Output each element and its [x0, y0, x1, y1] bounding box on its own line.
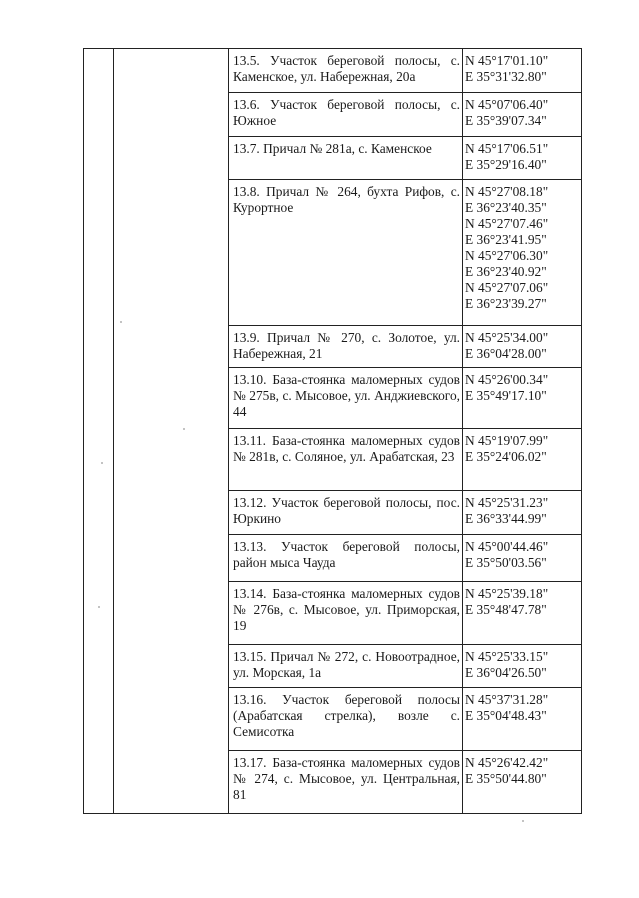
- coordinates-cell: [463, 49, 582, 93]
- latitude: N 45°25'33.15": [465, 649, 549, 664]
- longitude: E 35°50'44.80": [465, 771, 547, 786]
- coordinates-cell: [463, 491, 582, 535]
- location-cell: [229, 180, 463, 326]
- coordinates-cell: [463, 645, 582, 688]
- coordinates-cell: [463, 326, 582, 368]
- location-cell: [229, 751, 463, 814]
- longitude: E 36°23'40.35": [465, 200, 547, 215]
- location-description: 13.9. Причал № 270, с. Золотое, ул. Набережная, 21: [233, 330, 460, 361]
- location-cell: [229, 491, 463, 535]
- location-cell: [229, 326, 463, 368]
- table-row: [84, 49, 582, 93]
- location-description: 13.8. Причал № 264, бухта Рифов, с. Курортное: [233, 184, 460, 215]
- location-description: 13.17. База-стоянка маломерных судов № 274, с. Мысовое, ул. Центральная, 81: [233, 755, 460, 802]
- latitude: N 45°19'07.99": [465, 433, 549, 448]
- location-description: 13.12. Участок береговой полосы, пос. Юркино: [233, 495, 460, 526]
- scan-speck: [98, 606, 100, 608]
- longitude: E 35°50'03.56": [465, 555, 547, 570]
- scan-speck: [183, 428, 185, 430]
- longitude: E 36°23'40.92": [465, 264, 547, 279]
- latitude: N 45°07'06.40": [465, 97, 549, 112]
- coordinates-cell: [463, 688, 582, 751]
- latitude: N 45°26'42.42": [465, 755, 549, 770]
- scan-speck: [120, 321, 122, 323]
- latitude: N 45°27'07.06": [465, 280, 549, 295]
- coordinates-cell: [463, 582, 582, 645]
- location-cell: [229, 688, 463, 751]
- longitude: E 36°04'26.50": [465, 665, 547, 680]
- longitude: E 36°33'44.99": [465, 511, 547, 526]
- latitude: N 45°25'34.00": [465, 330, 549, 345]
- coordinates-cell: [463, 180, 582, 326]
- latitude: N 45°17'06.51": [465, 141, 549, 156]
- latitude: N 45°27'08.18": [465, 184, 549, 199]
- longitude: E 36°04'28.00": [465, 346, 547, 361]
- location-cell: [229, 368, 463, 429]
- location-description: 13.6. Участок береговой полосы, с. Южное: [233, 97, 460, 128]
- location-cell: [229, 49, 463, 93]
- location-cell: [229, 137, 463, 180]
- longitude: E 35°49'17.10": [465, 388, 547, 403]
- location-cell: [229, 645, 463, 688]
- latitude: N 45°27'07.46": [465, 216, 549, 231]
- location-description: 13.5. Участок береговой полосы, с. Каменское, ул. Набережная, 20а: [233, 53, 460, 84]
- scan-speck: [522, 820, 524, 822]
- latitude: N 45°37'31.28": [465, 692, 549, 707]
- coordinates-cell: [463, 137, 582, 180]
- location-description: 13.13. Участок береговой полосы, район мыса Чауда: [233, 539, 460, 570]
- location-cell: [229, 429, 463, 491]
- coordinates-cell: [463, 751, 582, 814]
- longitude: E 35°04'48.43": [465, 708, 547, 723]
- location-description: 13.16. Участок береговой полосы (Арабатская стрелка), возле с. Семисотка: [233, 692, 460, 739]
- coordinates-cell: [463, 429, 582, 491]
- latitude: N 45°25'31.23": [465, 495, 549, 510]
- longitude: E 35°29'16.40": [465, 157, 547, 172]
- location-cell: [229, 582, 463, 645]
- location-description: 13.14. База-стоянка маломерных судов № 276в, с. Мысовое, ул. Приморская, 19: [233, 586, 460, 633]
- location-cell: [229, 93, 463, 137]
- longitude: E 35°48'47.78": [465, 602, 547, 617]
- longitude: E 36°23'39.27": [465, 296, 547, 311]
- longitude: E 35°24'06.02": [465, 449, 547, 464]
- empty-column-2: [114, 49, 229, 814]
- longitude: E 36°23'41.95": [465, 232, 547, 247]
- empty-column-1: [84, 49, 114, 814]
- coordinates-cell: [463, 368, 582, 429]
- longitude: E 35°31'32.80": [465, 69, 547, 84]
- location-description: 13.11. База-стоянка маломерных судов № 281в, с. Соляное, ул. Арабатская, 23: [233, 433, 460, 464]
- latitude: N 45°00'44.46": [465, 539, 549, 554]
- location-description: 13.7. Причал № 281а, с. Каменское: [233, 141, 432, 156]
- coordinates-cell: [463, 535, 582, 582]
- coordinates-cell: [463, 93, 582, 137]
- location-description: 13.10. База-стоянка маломерных судов № 275в, с. Мысовое, ул. Анджиевского, 44: [233, 372, 460, 419]
- latitude: N 45°25'39.18": [465, 586, 549, 601]
- longitude: E 35°39'07.34": [465, 113, 547, 128]
- scan-speck: [101, 462, 103, 464]
- latitude: N 45°26'00.34": [465, 372, 549, 387]
- latitude: N 45°27'06.30": [465, 248, 549, 263]
- coordinates-table: [83, 48, 582, 814]
- location-cell: [229, 535, 463, 582]
- latitude: N 45°17'01.10": [465, 53, 549, 68]
- location-description: 13.15. Причал № 272, с. Новоотрадное, ул. Морская, 1а: [233, 649, 460, 680]
